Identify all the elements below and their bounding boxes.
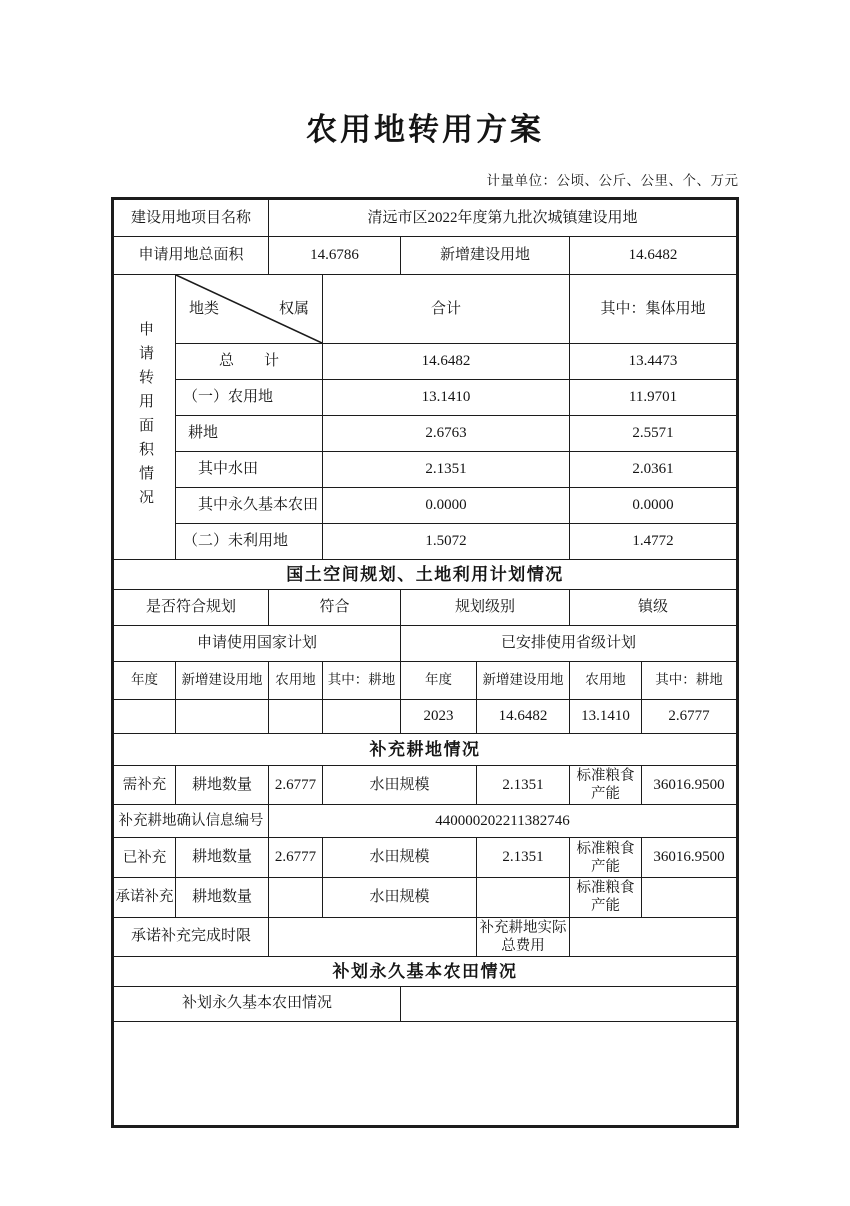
table-row [112, 878, 737, 917]
farmland-qty-value: 2.6777 [268, 766, 322, 805]
grain-capacity-value: 36016.9500 [641, 838, 737, 878]
total-value: 1.5072 [322, 524, 569, 560]
deadline-label: 承诺补充完成时限 [112, 917, 268, 956]
actual-cost-label: 补充耕地实际总费用 [476, 917, 569, 956]
table-row [112, 488, 737, 524]
supplement-section-title: 补充耕地情况 [112, 734, 737, 766]
table-row [112, 380, 737, 416]
grain-capacity-value: 36016.9500 [641, 766, 737, 805]
plan-level-value: 镇级 [569, 590, 737, 626]
plan-col-header: 其中：耕地 [322, 662, 400, 700]
total-value: 0.0000 [322, 488, 569, 524]
table-row [112, 524, 737, 560]
plan-value: 14.6482 [476, 700, 569, 734]
page-title: 农用地转用方案 [306, 112, 544, 147]
new-construction-value: 14.6482 [569, 237, 737, 275]
land-type-label: （二）未利用地 [175, 524, 322, 560]
farmland-qty-label: 耕地数量 [175, 766, 268, 805]
total-value: 2.1351 [322, 452, 569, 488]
plan-col-header: 农用地 [569, 662, 641, 700]
project-name-label: 建设用地项目名称 [112, 199, 268, 237]
grain-capacity-label: 标准粮食产能 [569, 766, 641, 805]
remarks-empty-area [112, 1021, 737, 1126]
supplement-type: 需补充 [112, 766, 175, 805]
collective-value: 2.0361 [569, 452, 737, 488]
planning-section-title: 国土空间规划、土地利用计划情况 [112, 560, 737, 590]
table-row [112, 452, 737, 488]
plan-value [175, 700, 268, 734]
collective-value: 1.4772 [569, 524, 737, 560]
units-note: 计量单位：公顷、公斤、公里、个、万元 [486, 173, 739, 188]
grain-capacity-label: 标准粮食产能 [569, 838, 641, 878]
table-row [112, 766, 737, 805]
land-type-label: （一）农用地 [175, 380, 322, 416]
transfer-area-side-label-text: 申请转用面积情况 [136, 321, 153, 513]
paddy-scale-label: 水田规模 [322, 838, 476, 878]
column-header-total: 合计 [322, 275, 569, 344]
paddy-scale-value: 2.1351 [476, 766, 569, 805]
new-construction-label: 新增建设用地 [400, 237, 569, 275]
farmland-qty-value: 2.6777 [268, 838, 322, 878]
supplement-type: 已补充 [112, 838, 175, 878]
confirmation-number-label: 补充耕地确认信息编号 [112, 805, 268, 838]
plan-value: 13.1410 [569, 700, 641, 734]
national-plan-label: 申请使用国家计划 [112, 626, 400, 662]
total-value: 14.6482 [322, 344, 569, 380]
confirmation-number-value: 440000202211382746 [268, 805, 737, 838]
plan-col-header: 农用地 [268, 662, 322, 700]
land-type-label: 其中水田 [175, 452, 322, 488]
plan-col-header: 新增建设用地 [476, 662, 569, 700]
collective-value: 0.0000 [569, 488, 737, 524]
plan-value [112, 700, 175, 734]
plan-value [268, 700, 322, 734]
farmland-qty-label: 耕地数量 [175, 878, 268, 917]
total-value: 13.1410 [322, 380, 569, 416]
diagonal-label-ownership: 权属 [278, 300, 309, 317]
grain-capacity-label: 标准粮食产能 [569, 878, 641, 917]
plan-col-header: 新增建设用地 [175, 662, 268, 700]
collective-value: 13.4473 [569, 344, 737, 380]
land-conversion-form-table [111, 197, 739, 1128]
basic-farmland-label: 补划永久基本农田情况 [112, 986, 400, 1021]
supplement-type: 承诺补充 [112, 878, 175, 917]
plan-col-header: 年度 [400, 662, 476, 700]
grain-capacity-value [641, 878, 737, 917]
plan-col-header: 年度 [112, 662, 175, 700]
diagonal-header-cell [175, 275, 322, 344]
land-type-label: 耕地 [175, 416, 322, 452]
paddy-scale-label: 水田规模 [322, 878, 476, 917]
compliance-value: 符合 [268, 590, 400, 626]
table-row [112, 838, 737, 878]
basic-farmland-section-title: 补划永久基本农田情况 [112, 956, 737, 986]
transfer-area-side-label [112, 275, 175, 560]
paddy-scale-value: 2.1351 [476, 838, 569, 878]
project-name-value: 清远市区2022年度第九批次城镇建设用地 [268, 199, 737, 237]
paddy-scale-label: 水田规模 [322, 766, 476, 805]
plan-value [322, 700, 400, 734]
collective-value: 11.9701 [569, 380, 737, 416]
deadline-value [268, 917, 476, 956]
basic-farmland-value [400, 986, 737, 1021]
plan-level-label: 规划级别 [400, 590, 569, 626]
diagonal-label-land-type: 地类 [188, 300, 219, 317]
provincial-plan-label: 已安排使用省级计划 [400, 626, 737, 662]
actual-cost-value [569, 917, 737, 956]
total-area-label: 申请用地总面积 [112, 237, 268, 275]
farmland-qty-value [268, 878, 322, 917]
paddy-scale-value [476, 878, 569, 917]
table-row [112, 344, 737, 380]
compliance-label: 是否符合规划 [112, 590, 268, 626]
total-value: 2.6763 [322, 416, 569, 452]
farmland-qty-label: 耕地数量 [175, 838, 268, 878]
column-header-collective: 其中：集体用地 [569, 275, 737, 344]
collective-value: 2.5571 [569, 416, 737, 452]
land-type-label: 总 计 [175, 344, 322, 380]
land-type-label: 其中永久基本农田 [175, 488, 322, 524]
plan-value: 2.6777 [641, 700, 737, 734]
total-area-value: 14.6786 [268, 237, 400, 275]
plan-value: 2023 [400, 700, 476, 734]
table-row [112, 416, 737, 452]
plan-col-header: 其中：耕地 [641, 662, 737, 700]
